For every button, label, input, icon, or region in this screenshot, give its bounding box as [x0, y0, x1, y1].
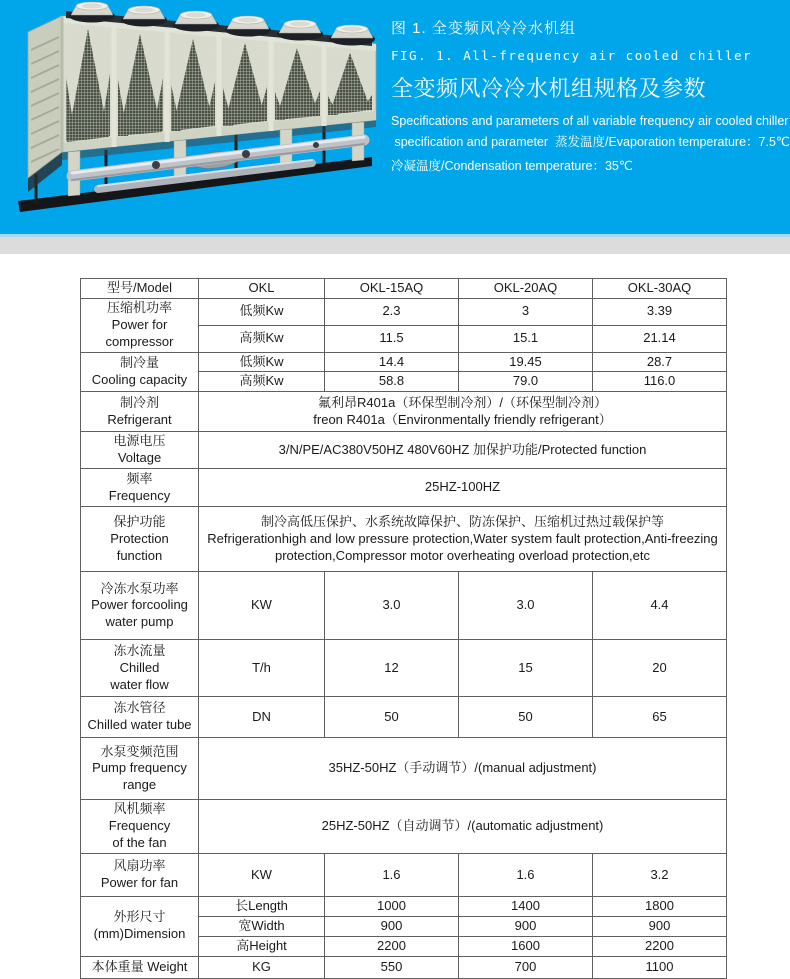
- value-cell: 3.39: [593, 298, 727, 325]
- voltage-label-cell: [81, 432, 199, 469]
- label-en: of the fan: [112, 835, 167, 851]
- unit-cell: DN: [199, 697, 325, 738]
- unit-cell: KG: [199, 956, 325, 978]
- value-cell: 1400: [459, 897, 593, 917]
- value-cell: 50: [325, 697, 459, 738]
- value-en: Refrigerationhigh and low pressure protection,Water system fault protection,Anti-freezing protection,Compressor motor overheating overload protection,etc: [207, 530, 718, 563]
- value-cell: 4.4: [593, 572, 727, 640]
- unit-cell: 高Height: [199, 936, 325, 956]
- value-en: freon R401a（Environmentally friendly refrigerant）: [313, 411, 612, 427]
- value-cell: 3.0: [459, 572, 593, 640]
- label-en: Power forcooling: [91, 597, 188, 613]
- value-cell: 116.0: [593, 372, 727, 392]
- value-cell: 79.0: [459, 372, 593, 392]
- label-en: Pump frequency: [92, 760, 187, 776]
- value-cell: 14.4: [325, 352, 459, 372]
- label-en: Refrigerant: [107, 411, 172, 427]
- value-cell: 3.0: [325, 572, 459, 640]
- model-cell: OKL-20AQ: [459, 279, 593, 299]
- label-en: Power for fan: [100, 875, 179, 891]
- spec-table: [80, 278, 727, 979]
- label-zh: 电源电压: [113, 433, 166, 449]
- unit-cell: T/h: [199, 640, 325, 697]
- pump-freq-value-cell: 35HZ-50HZ（手动调节）/(manual adjustment): [199, 738, 727, 800]
- subtitle-line-1: Specifications and parameters of all variable frequency air cooled chiller: [391, 114, 789, 129]
- weight-label-cell: 本体重量 Weight: [81, 956, 199, 978]
- row-frequency: [81, 469, 727, 507]
- hero-banner: [0, 0, 790, 234]
- value-cell: 65: [593, 697, 727, 738]
- value-cell: 12: [325, 640, 459, 697]
- label-en: Frequency: [108, 818, 171, 834]
- unit-cell: 低频Kw: [199, 298, 325, 325]
- label-zh: 压缩机功率: [106, 299, 172, 315]
- model-cell: OKL: [199, 279, 325, 299]
- row-protection: [81, 507, 727, 572]
- row-weight: [81, 956, 727, 978]
- model-cell: OKL-30AQ: [593, 279, 727, 299]
- label-zh: 水泵变频范围: [100, 743, 179, 759]
- value-cell: 900: [593, 916, 727, 936]
- value-cell: 15.1: [459, 325, 593, 352]
- row-refrigerant: [81, 392, 727, 432]
- unit-cell: 高频Kw: [199, 372, 325, 392]
- row-dimension-length: [81, 897, 727, 917]
- label-en: Cooling capacity: [91, 371, 188, 387]
- label-zh: 外形尺寸: [113, 909, 166, 925]
- protection-value-cell: [199, 507, 727, 572]
- row-voltage: [81, 432, 727, 469]
- value-cell: 15: [459, 640, 593, 697]
- voltage-value-cell: 3/N/PE/AC380V50HZ 480V60HZ 加保护功能/Protected function: [199, 432, 727, 469]
- value-cell: 20: [593, 640, 727, 697]
- value-cell: 1000: [325, 897, 459, 917]
- label-zh: 制冷剂: [119, 394, 159, 410]
- value-cell: 700: [459, 956, 593, 978]
- protection-label-cell: [81, 507, 199, 572]
- dimension-label-cell: [81, 897, 199, 957]
- value-zh: 制冷高低压保护、水系统故障保护、防冻保护、压缩机过热过载保护等: [260, 514, 664, 529]
- label-en: Protection function: [110, 530, 169, 563]
- row-water-tube: [81, 697, 727, 738]
- row-fan-frequency: [81, 800, 727, 854]
- frequency-value-cell: 25HZ-100HZ: [199, 469, 727, 507]
- label-zh: 制冷量: [119, 355, 159, 371]
- pump-power-label-cell: [81, 572, 199, 640]
- fan-power-label-cell: [81, 854, 199, 897]
- cooling-label-cell: [81, 352, 199, 392]
- value-zh: 氟利昂R401a（环保型制冷剂）/（环保型制冷剂）: [318, 394, 607, 410]
- value-cell: 2200: [325, 936, 459, 956]
- label-zh: 保护功能: [113, 514, 166, 529]
- value-cell: 1.6: [325, 854, 459, 897]
- label-en: water pump: [105, 614, 174, 630]
- unit-cell: KW: [199, 854, 325, 897]
- value-cell: 550: [325, 956, 459, 978]
- value-cell: 2.3: [325, 298, 459, 325]
- label-en: Frequency: [108, 487, 171, 503]
- model-cell: OKL-15AQ: [325, 279, 459, 299]
- label-zh: 风扇功率: [113, 858, 166, 874]
- row-fan-power: [81, 854, 727, 897]
- compressor-label-cell: [81, 298, 199, 352]
- row-pump-power: [81, 572, 727, 640]
- hero-text-block: [391, 20, 790, 180]
- label-zh: 冷冻水泵功率: [100, 580, 179, 596]
- subtitle-line-2: specification and parameter 蒸发温度/Evaporation temperature：7.5℃: [391, 135, 790, 150]
- page-title: 全变频风冷冷水机组规格及参数: [391, 76, 707, 101]
- label-en: range: [122, 777, 157, 793]
- row-pump-frequency-range: [81, 738, 727, 800]
- figure-caption-en: FIG. 1. All-frequency air cooled chiller: [391, 48, 753, 63]
- value-cell: 1.6: [459, 854, 593, 897]
- spec-table-container: [80, 278, 727, 979]
- unit-cell: 长Length: [199, 897, 325, 917]
- label-en: Chilled: [119, 659, 160, 675]
- label-zh: 风机频率: [113, 801, 166, 817]
- fan-freq-label-cell: [81, 800, 199, 854]
- unit-cell: 宽Width: [199, 916, 325, 936]
- label-en: Chilled water tube: [87, 717, 192, 733]
- figure-caption-zh: 图 1. 全变频风冷冷水机组: [391, 20, 576, 37]
- value-cell: 28.7: [593, 352, 727, 372]
- value-cell: 1600: [459, 936, 593, 956]
- refrigerant-value-cell: [199, 392, 727, 432]
- chiller-photo: [6, 2, 378, 222]
- unit-cell: KW: [199, 572, 325, 640]
- value-cell: 19.45: [459, 352, 593, 372]
- label-zh: 冻水管径: [113, 700, 166, 716]
- value-cell: 1800: [593, 897, 727, 917]
- value-cell: 3.2: [593, 854, 727, 897]
- fan-freq-value-cell: 25HZ-50HZ（自动调节）/(automatic adjustment): [199, 800, 727, 854]
- value-cell: 2200: [593, 936, 727, 956]
- label-zh: 冻水流量: [113, 643, 166, 658]
- value-cell: 1100: [593, 956, 727, 978]
- divider-band-gray: [0, 237, 790, 254]
- value-cell: 900: [459, 916, 593, 936]
- value-cell: 11.5: [325, 325, 459, 352]
- unit-cell: 高频Kw: [199, 325, 325, 352]
- row-model-header: [81, 279, 727, 299]
- row-water-flow: [81, 640, 727, 697]
- water-tube-label-cell: [81, 697, 199, 738]
- label-en: Voltage: [117, 450, 162, 466]
- refrigerant-label-cell: [81, 392, 199, 432]
- value-cell: 21.14: [593, 325, 727, 352]
- row-cooling-low: [81, 352, 727, 372]
- value-cell: 50: [459, 697, 593, 738]
- value-cell: 900: [325, 916, 459, 936]
- label-en: water flow: [110, 676, 169, 692]
- frequency-label-cell: [81, 469, 199, 507]
- water-flow-label-cell: [81, 640, 199, 697]
- label-en: (mm)Dimension: [93, 926, 186, 942]
- label-en: Power for compressor: [105, 316, 174, 349]
- pump-freq-label-cell: [81, 738, 199, 800]
- model-label-cell: 型号/Model: [81, 279, 199, 299]
- subtitle-line-3: 冷凝温度/Condensation temperature：35℃: [391, 159, 633, 174]
- label-zh: 频率: [126, 470, 153, 486]
- unit-cell: 低频Kw: [199, 352, 325, 372]
- value-cell: 3: [459, 298, 593, 325]
- row-compressor-low: [81, 298, 727, 325]
- value-cell: 58.8: [325, 372, 459, 392]
